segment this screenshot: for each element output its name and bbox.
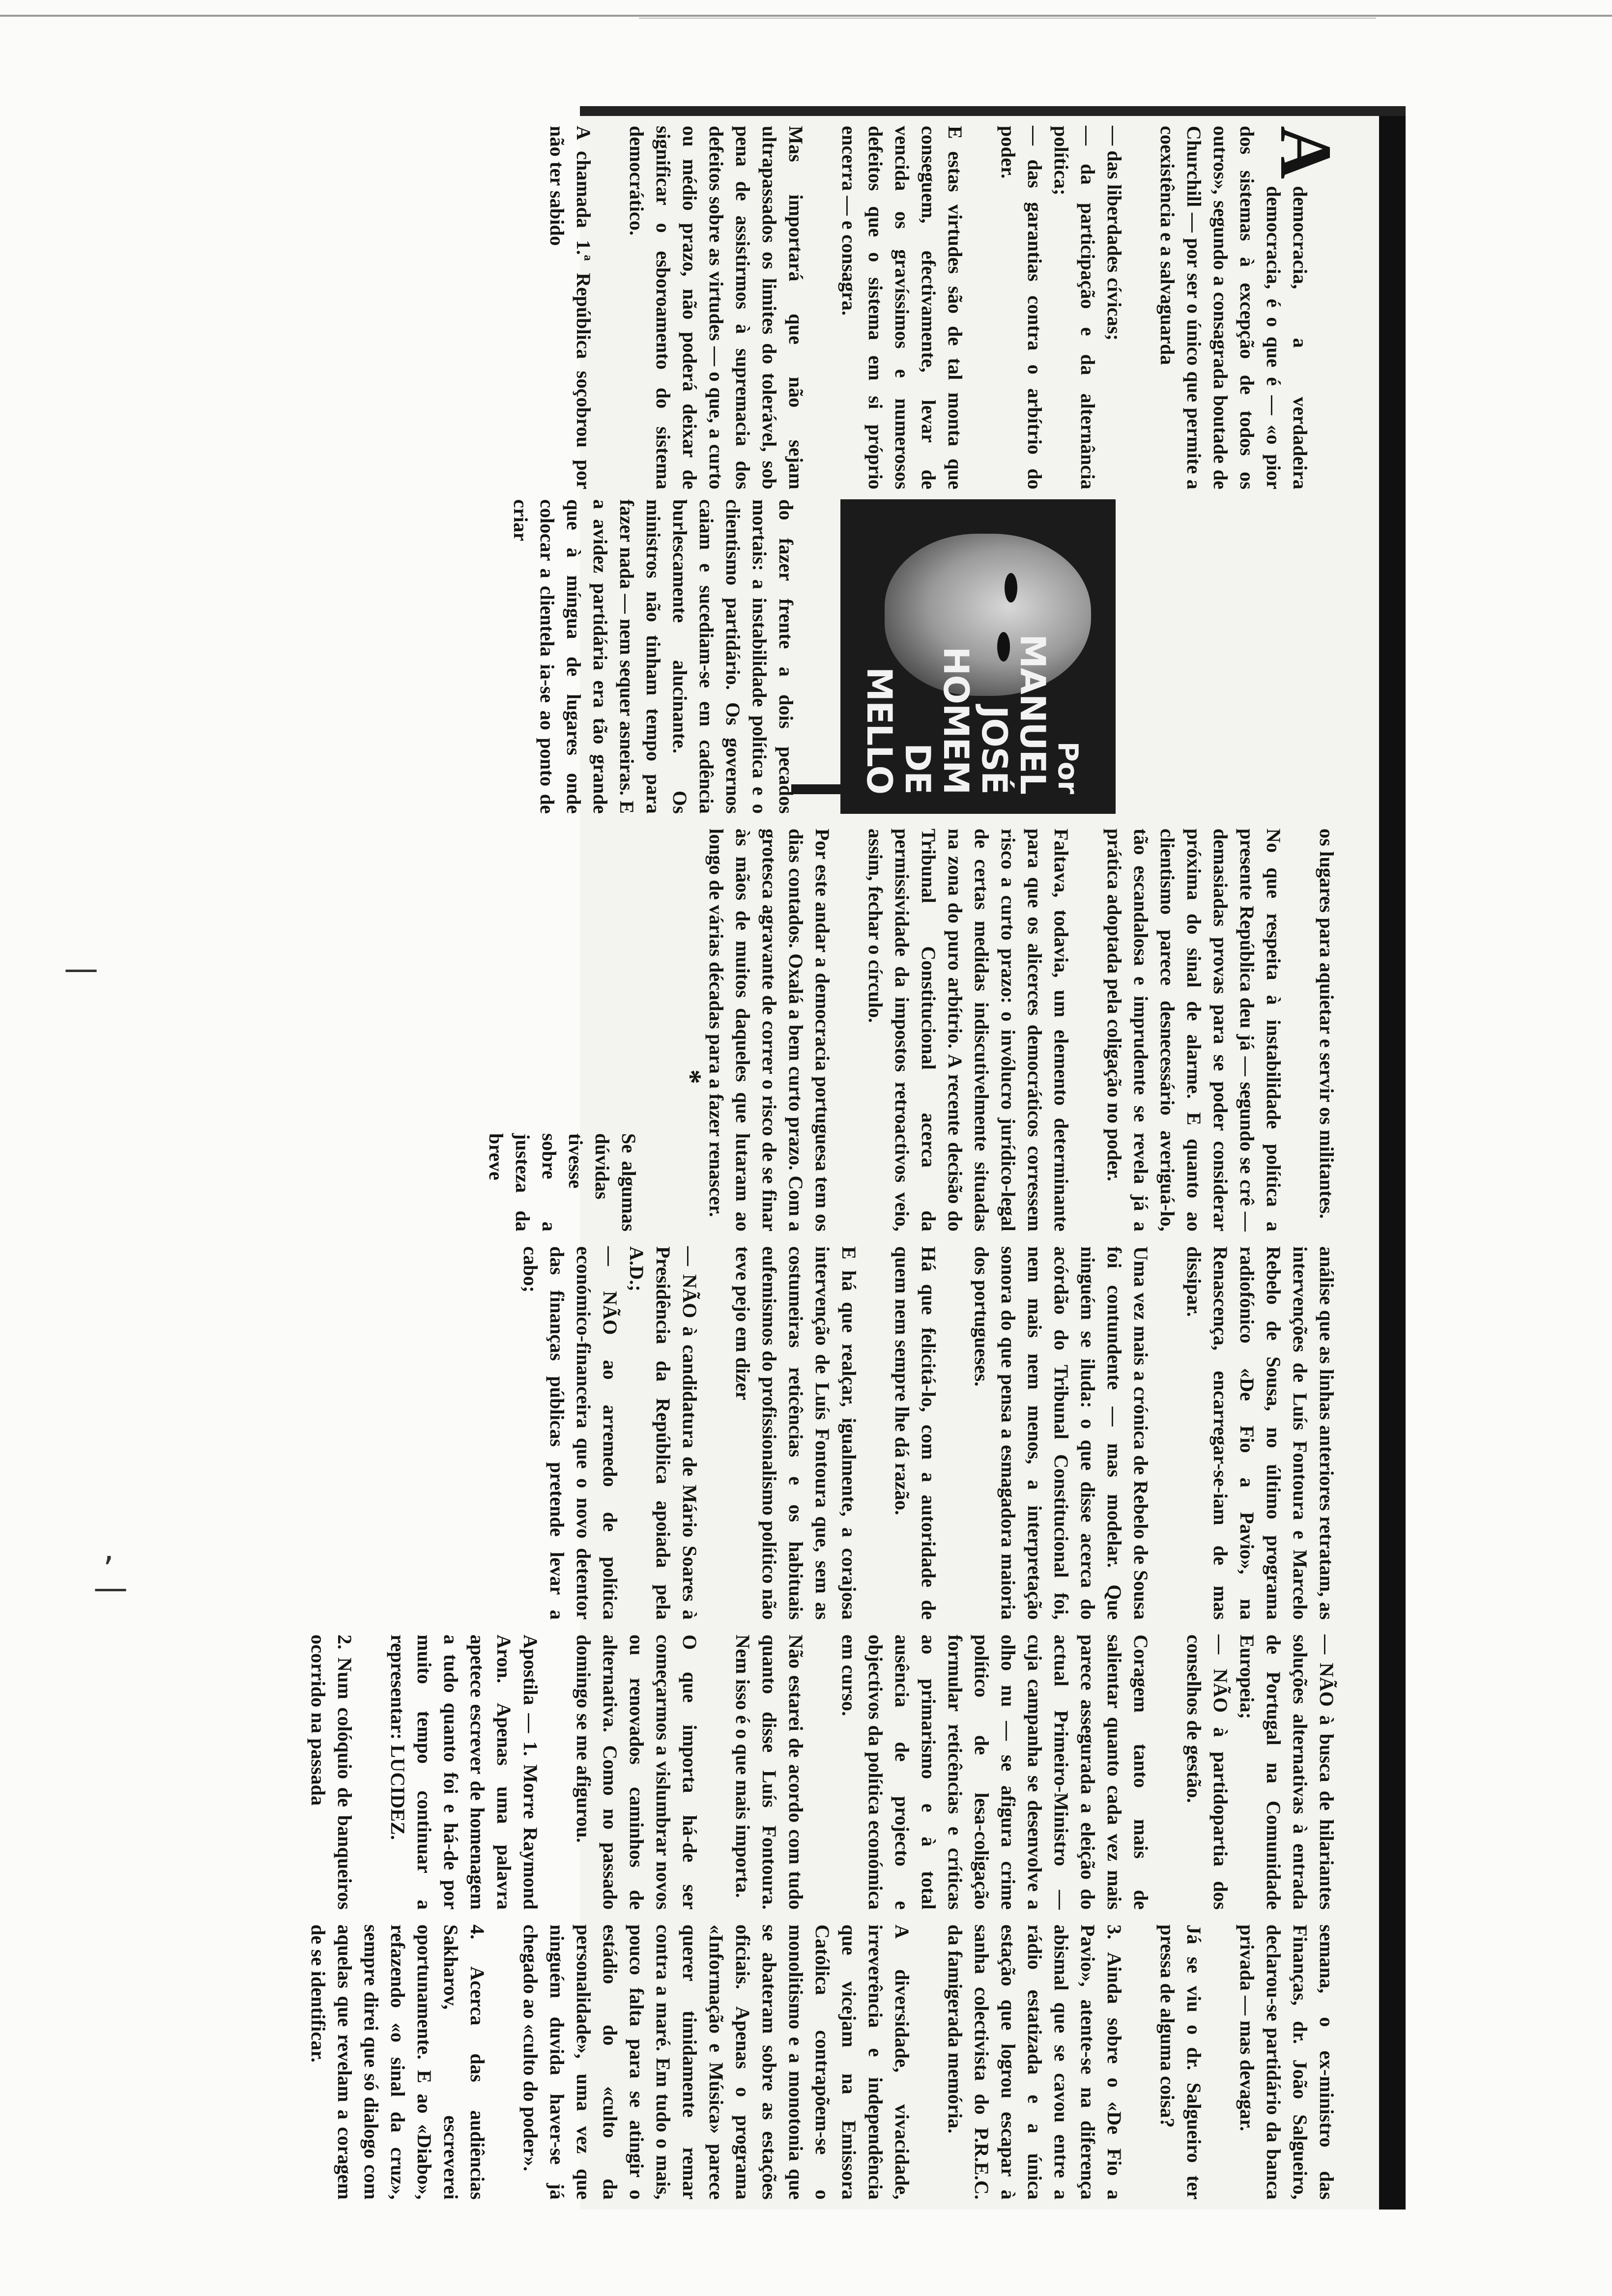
top-rule — [1379, 106, 1406, 2210]
newspaper-clipping — [307, 106, 1406, 2210]
article-column-4 — [519, 1246, 1366, 1620]
scan-edge-line — [0, 15, 1612, 17]
margin-tick-mark: , — [103, 1528, 115, 1569]
drop-cap: A — [1265, 126, 1347, 179]
article-column-2 — [510, 499, 826, 814]
author-photo-box — [840, 499, 1116, 814]
column-text: Se algumas dúvidas tivesse sobre a justeza da breve — [485, 1133, 640, 1232]
article-column-5 — [307, 1635, 1366, 1910]
section-asterisk: * — [675, 1069, 707, 1084]
article-column-3 — [639, 829, 1366, 1232]
column-text: semana, o ex-ministro das Finanças, dr. João Salgueiro, declarou-se partidário da banca privada — mas devagar. Já se viu o dr. Salgueiro ter pressa de alguma coisa? 3. Ainda sobre o «De Fio a Pavio», atente-se na diferença abismal que se cavou entre a rádio estatizada e a única estação que logrou escapar à sanha colectivista do P.R.E.C. da famigerada memória. A diversidade, vivacidade, irreverência e independência que vicejam na Emissora Católica contrapõem-se o monolitismo e a monotonia que se abateram sobre as estações oficiais. Apenas o programa «Informação e Música» parece querer timidamente remar contra a maré. Em tudo o mais, pouco falta para se atingir o estádio do «culto da personalidade», uma vez que ninguém duvida haver-se já chegado ao «culto do poder». 4. Acerca das audiências Sakharov, escreverei oportunamente. E ao «Diabo», refazendo «o sinal da cruz», sempre direi que só dialogo com aquelas que revelam a coragem de se identificar. — [307, 1924, 1338, 2200]
column-text: do fazer frente a dois pecados mortais: a instabilidade política e o clientismo partidário. Os governos caiam e sucediam-se em cadência burlescamente alucinante. Os ministros não tinham tempo para fazer nada — nem sequer asneiras. E a avidez partidária era tão grande que à míngua de lugares onde colocar a clientela ia-se ao ponto de criar — [510, 499, 797, 814]
article-column-6 — [307, 1924, 1366, 2200]
author-name-line: HOMEM — [936, 646, 976, 794]
column-text: democracia, a verdadeira democracia, é o que é — «o pior dos sistemas à excepção de todos os outros», segundo a consagrada boutade de Churchill — por ser o único que permite a coexistência e a salvaguarda — das liberdades cívicas; — da participação e da alternância política; — das garantias contra o arbítrio do poder. E estas virtudes são de tal monta que conseguem, efectivamente, levar de vencida os gravíssimos e numerosos defeitos que o sistema em si próprio encerra — e consagra. Mas importará que não sejam ultrapassados os limites do tolerável, sob pena de assistirmos à supremacia dos defeitos sobre as virtudes — o que, a curto ou médio prazo, não poderá deixar de significar o esboroamento do sistema democrático. A chamada 1.ª República soçobrou por não ter sabido — [546, 126, 1311, 489]
scan-edge-line — [639, 18, 1376, 19]
article-column-3-tail — [485, 1133, 668, 1232]
author-name-line: DE MELLO — [859, 667, 938, 794]
column-text: — NÃO à busca de hilariantes soluções alternativas à entrada de Portugal na Comunidade Europeia; — NÃO à partidopartia dos conselhos de gestão. Coragem tanto mais de salientar quanto cada vez mais parece assegurada a eleição do actual Primeiro-Ministro — cuja campanha se desenvolve a olho nu — se afigura crime político de lesa-coligação formular reticências e críticas ao primarismo e à total ausência de projecto e objectivos da política económica em curso. Não estarei de acordo com tudo quanto disse Luís Fontoura. Nem isso é o que mais importa. O que importa há-de ser começarmos a vislumbrar novos ou renovados caminhos de alternativa. Como no passado domingo se me afigurou. Apostila — 1. Morre Raymond Aron. Apenas uma palavra apetece escrever de homenagem a tudo quanto foi e há-de por muito tempo continuar a representar: LUCIDEZ. 2. Num colóquio de banqueiros ocorrido na passada — [307, 1635, 1338, 1910]
byline — [860, 632, 1083, 794]
byline-prefix: Por — [1052, 741, 1084, 794]
author-name-line: MANUEL JOSÉ — [974, 634, 1053, 794]
portrait-eye — [1005, 573, 1017, 603]
margin-tick-mark: — — [93, 1568, 128, 1608]
margin-tick-mark: — — [64, 948, 98, 989]
left-rule — [580, 106, 1406, 116]
column-text: os lugares para aquietar e servir os militantes. No que respeita à instabilidade política a presente República deu já — segundo se crê — demasiadas provas para se poder considerar próxima do sinal de alarme. E quanto ao clientismo parece desnecessário averiguá-lo, tão escandalosa e imprudente se revela já a prática adoptada pela coligação no poder. Faltava, todavia, um elemento determinante para que os alicerces democráticos corressem risco a curto prazo: o invólucro jurídico-legal de certas medidas indiscutivelmente situadas na zona do puro arbítrio. A recente decisão do Tribunal Constitucional acerca da permissividade da impostos retroactivos veio, assim, fechar o círculo. Por este andar a democracia portuguesa tem os dias contados. Oxalá a bem curto prazo. Com a grotesca agravante de correr o risco de se finar às mãos de muitos daqueles que lutaram ao longo de várias décadas para a fazer renascer. — [705, 829, 1338, 1232]
column-text: análise que as linhas anteriores retratam, as intervenções de Luís Fontoura e Marcelo Rebelo de Sousa, no último programa radiofónico «De Fio a Pavio», na Renascença, encarregar-se-iam de mas dissipar. Uma vez mais a crónica de Rebelo de Sousa foi contundente — mas modelar. Que ninguém se iluda: o que disse acerca do acórdão do Tribunal Constitucional foi, nem mais nem menos, a interpretação sonora do que pensa a esmagadora maioria dos portugueses. Há que felicitá-lo, com a autoridade de quem nem sempre lhe dá razão. E há que realçar, igualmente, a corajosa intervenção de Luís Fontoura que, sem as costumeiras reticências e os habituais eufemismos do profissionalismo político não teve pejo em dizer — NÃO à candidatura de Mário Soares à Presidência da República apoiada pela A.D.; — NÃO ao arremedo de política económico-financeira que o novo detentor das finanças públicas pretende levar a cabo; — [519, 1246, 1338, 1620]
article-column-1 — [546, 126, 1366, 489]
